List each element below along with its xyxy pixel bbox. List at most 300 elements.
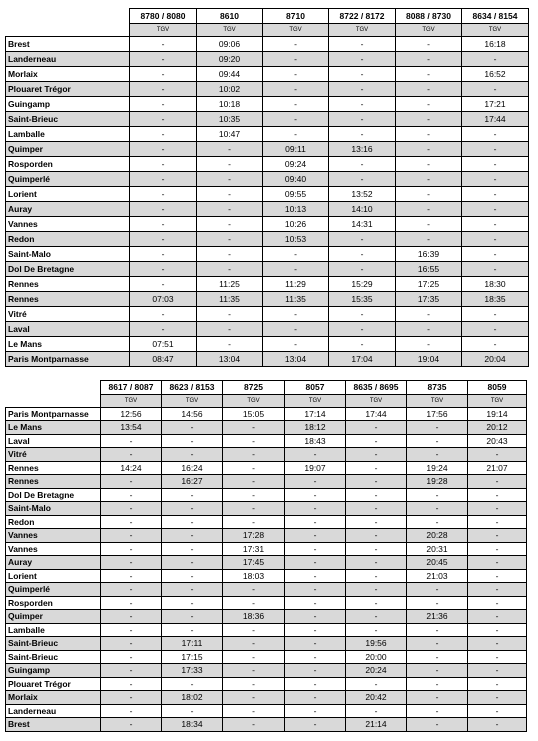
time-cell: - [130, 97, 197, 112]
time-cell: - [223, 421, 285, 435]
time-cell: - [468, 691, 527, 705]
station-name: Quimperlé [6, 583, 101, 597]
time-cell: - [130, 172, 197, 187]
station-name: Rennes [6, 461, 101, 475]
time-cell: - [396, 67, 462, 82]
table-row [6, 97, 529, 112]
time-cell: - [162, 583, 223, 597]
time-cell: - [263, 127, 329, 142]
time-cell: - [407, 421, 468, 435]
train-type-cell: TGV [197, 24, 263, 37]
station-name: Laval [6, 322, 130, 337]
table-row [6, 569, 527, 583]
table-row [6, 556, 527, 570]
time-cell: - [101, 502, 162, 516]
time-cell: - [468, 637, 527, 651]
time-cell: - [130, 307, 197, 322]
time-cell: - [346, 421, 407, 435]
time-cell: - [346, 434, 407, 448]
table-row [6, 677, 527, 691]
time-cell: - [329, 247, 396, 262]
train-type-cell: TGV [462, 24, 529, 37]
time-cell: 20:24 [346, 664, 407, 678]
time-cell: - [396, 172, 462, 187]
table-row [6, 127, 529, 142]
time-cell: - [285, 502, 346, 516]
time-cell: - [223, 596, 285, 610]
time-cell: - [285, 556, 346, 570]
station-name: Landerneau [6, 704, 101, 718]
time-cell: - [285, 718, 346, 732]
time-cell: - [329, 232, 396, 247]
time-cell: 18:34 [162, 718, 223, 732]
time-cell: 15:29 [329, 277, 396, 292]
time-cell: - [101, 650, 162, 664]
time-cell: - [223, 650, 285, 664]
time-cell: - [263, 307, 329, 322]
time-cell: - [101, 596, 162, 610]
time-cell: - [162, 488, 223, 502]
time-cell: 18:12 [285, 421, 346, 435]
time-cell: 18:36 [223, 610, 285, 624]
station-name: Le Mans [6, 337, 130, 352]
time-cell: - [285, 610, 346, 624]
station-name: Saint-Brieuc [6, 650, 101, 664]
time-cell: - [130, 112, 197, 127]
table-row [6, 637, 527, 651]
train-type-cell: TGV [468, 394, 527, 407]
time-cell: - [130, 157, 197, 172]
station-name: Dol De Bretagne [6, 488, 101, 502]
time-cell: - [162, 596, 223, 610]
time-cell: - [407, 637, 468, 651]
time-cell: - [162, 623, 223, 637]
time-cell: - [468, 664, 527, 678]
station-name: Paris Montparnasse [6, 352, 130, 367]
train-number-header: 8623 / 8153 [162, 381, 223, 395]
time-cell: - [462, 322, 529, 337]
time-cell: 19:56 [346, 637, 407, 651]
time-cell: - [130, 322, 197, 337]
time-cell: - [162, 448, 223, 462]
time-cell: - [263, 97, 329, 112]
time-cell: - [285, 637, 346, 651]
time-cell: - [130, 187, 197, 202]
time-cell: - [223, 704, 285, 718]
table-row [6, 82, 529, 97]
time-cell: - [162, 677, 223, 691]
time-cell: - [346, 529, 407, 543]
station-name: Lamballe [6, 127, 130, 142]
time-cell: - [223, 623, 285, 637]
time-cell: - [162, 556, 223, 570]
time-cell: - [197, 142, 263, 157]
time-cell: - [407, 650, 468, 664]
time-cell: - [346, 502, 407, 516]
time-cell: - [396, 187, 462, 202]
time-cell: - [468, 704, 527, 718]
time-cell: - [407, 596, 468, 610]
table-row [6, 262, 529, 277]
time-cell: - [462, 247, 529, 262]
station-name: Saint-Malo [6, 247, 130, 262]
time-cell: - [285, 704, 346, 718]
table-row [6, 307, 529, 322]
train-number-header: 8634 / 8154 [462, 9, 529, 24]
time-cell: 10:35 [197, 112, 263, 127]
time-cell: - [101, 664, 162, 678]
time-cell: - [396, 52, 462, 67]
time-cell: 17:28 [223, 529, 285, 543]
time-cell: - [130, 262, 197, 277]
station-name: Quimper [6, 610, 101, 624]
time-cell: - [162, 434, 223, 448]
time-cell: - [285, 448, 346, 462]
time-cell: 13:16 [329, 142, 396, 157]
time-cell: - [407, 488, 468, 502]
time-cell: - [197, 202, 263, 217]
train-number-header: 8735 [407, 381, 468, 395]
table-row [6, 475, 527, 489]
station-name: Brest [6, 718, 101, 732]
table-row [6, 704, 527, 718]
time-cell: 17:44 [346, 407, 407, 421]
time-cell: - [162, 515, 223, 529]
train-type-cell: TGV [223, 394, 285, 407]
time-cell: - [263, 82, 329, 97]
table-row [6, 52, 529, 67]
time-cell: 19:14 [468, 407, 527, 421]
station-name: Lorient [6, 569, 101, 583]
time-cell: - [329, 127, 396, 142]
time-cell: 12:56 [101, 407, 162, 421]
time-cell: 10:02 [197, 82, 263, 97]
train-type-cell: TGV [407, 394, 468, 407]
train-type-cell: TGV [396, 24, 462, 37]
time-cell: 17:15 [162, 650, 223, 664]
time-cell: - [263, 262, 329, 277]
time-cell: 14:10 [329, 202, 396, 217]
time-cell: - [130, 247, 197, 262]
time-cell: - [462, 127, 529, 142]
train-number-header: 8057 [285, 381, 346, 395]
time-cell: - [223, 461, 285, 475]
time-cell: - [346, 488, 407, 502]
table-row [6, 583, 527, 597]
time-cell: - [462, 217, 529, 232]
time-cell: 17:33 [162, 664, 223, 678]
station-name: Brest [6, 37, 130, 52]
time-cell: - [223, 434, 285, 448]
time-cell: - [468, 515, 527, 529]
station-name: Paris Montparnasse [6, 407, 101, 421]
station-name: Saint-Malo [6, 502, 101, 516]
time-cell: - [329, 82, 396, 97]
time-cell: - [101, 475, 162, 489]
time-cell: - [197, 217, 263, 232]
time-cell: - [396, 97, 462, 112]
time-cell: - [285, 569, 346, 583]
station-name: Vannes [6, 217, 130, 232]
time-cell: - [223, 637, 285, 651]
corner-cell [6, 394, 101, 407]
time-cell: 19:28 [407, 475, 468, 489]
time-cell: 17:56 [407, 407, 468, 421]
time-cell: 10:47 [197, 127, 263, 142]
table-row [6, 488, 527, 502]
table-row [6, 461, 527, 475]
time-cell: - [407, 623, 468, 637]
table-row [6, 37, 529, 52]
time-cell: - [197, 322, 263, 337]
time-cell: 14:31 [329, 217, 396, 232]
time-cell: - [285, 596, 346, 610]
time-cell: - [162, 542, 223, 556]
time-cell: - [223, 664, 285, 678]
time-cell: - [130, 202, 197, 217]
time-cell: - [407, 677, 468, 691]
table-row [6, 172, 529, 187]
time-cell: - [223, 475, 285, 489]
time-cell: 20:31 [407, 542, 468, 556]
timetable-westbound-to-paris [5, 8, 529, 367]
table-row [6, 277, 529, 292]
time-cell: - [223, 502, 285, 516]
time-cell: - [263, 37, 329, 52]
time-cell: 21:07 [468, 461, 527, 475]
time-cell: - [130, 232, 197, 247]
time-cell: - [101, 583, 162, 597]
train-type-cell: TGV [346, 394, 407, 407]
time-cell: - [462, 337, 529, 352]
time-cell: - [468, 556, 527, 570]
station-name: Morlaix [6, 691, 101, 705]
time-cell: - [346, 542, 407, 556]
train-number-header: 8059 [468, 381, 527, 395]
time-cell: - [101, 637, 162, 651]
time-cell: - [346, 569, 407, 583]
station-name: Landerneau [6, 52, 130, 67]
station-name: Plouaret Trégor [6, 82, 130, 97]
time-cell: - [329, 97, 396, 112]
time-cell: 19:04 [396, 352, 462, 367]
time-cell: 20:12 [468, 421, 527, 435]
time-cell: 19:24 [407, 461, 468, 475]
time-cell: 21:36 [407, 610, 468, 624]
time-cell: - [468, 583, 527, 597]
time-cell: 16:27 [162, 475, 223, 489]
time-cell: - [162, 529, 223, 543]
time-cell: - [130, 142, 197, 157]
table-row [6, 352, 529, 367]
time-cell: 18:35 [462, 292, 529, 307]
time-cell: - [285, 691, 346, 705]
station-name: Guingamp [6, 664, 101, 678]
time-cell: 17:35 [396, 292, 462, 307]
table-row [6, 718, 527, 732]
time-cell: - [468, 596, 527, 610]
train-number-header: 8725 [223, 381, 285, 395]
time-cell: 11:35 [197, 292, 263, 307]
time-cell: - [101, 529, 162, 543]
time-cell: - [346, 475, 407, 489]
time-cell: - [263, 322, 329, 337]
time-cell: 18:43 [285, 434, 346, 448]
table-row [6, 434, 527, 448]
time-cell: - [101, 556, 162, 570]
station-name: Vannes [6, 542, 101, 556]
time-cell: - [462, 157, 529, 172]
time-cell: 20:00 [346, 650, 407, 664]
train-number-header: 8710 [263, 9, 329, 24]
time-cell: - [263, 52, 329, 67]
time-cell: 20:04 [462, 352, 529, 367]
time-cell: 09:06 [197, 37, 263, 52]
time-cell: 21:03 [407, 569, 468, 583]
time-cell: - [101, 542, 162, 556]
station-name: Rosporden [6, 596, 101, 610]
time-cell: - [329, 337, 396, 352]
time-cell: - [407, 718, 468, 732]
time-cell: - [346, 704, 407, 718]
time-cell: - [407, 448, 468, 462]
time-cell: - [197, 307, 263, 322]
time-cell: - [462, 52, 529, 67]
time-cell: 18:30 [462, 277, 529, 292]
train-number-header: 8088 / 8730 [396, 9, 462, 24]
time-cell: - [396, 202, 462, 217]
time-cell: - [263, 112, 329, 127]
table-row [6, 596, 527, 610]
station-name: Redon [6, 232, 130, 247]
time-cell: - [162, 610, 223, 624]
time-cell: 15:05 [223, 407, 285, 421]
time-cell: - [346, 448, 407, 462]
time-cell: - [101, 515, 162, 529]
station-name: Saint-Brieuc [6, 112, 130, 127]
time-cell: 07:51 [130, 337, 197, 352]
time-cell: - [346, 556, 407, 570]
time-cell: - [197, 337, 263, 352]
time-cell: - [396, 82, 462, 97]
time-cell: - [346, 515, 407, 529]
time-cell: 20:28 [407, 529, 468, 543]
time-cell: - [329, 307, 396, 322]
time-cell: - [285, 515, 346, 529]
station-name: Lorient [6, 187, 130, 202]
time-cell: - [285, 623, 346, 637]
time-cell: 17:25 [396, 277, 462, 292]
time-cell: - [101, 677, 162, 691]
time-cell: - [468, 623, 527, 637]
time-cell: - [407, 704, 468, 718]
time-cell: 17:11 [162, 637, 223, 651]
station-name: Guingamp [6, 97, 130, 112]
time-cell: - [197, 262, 263, 277]
time-cell: - [130, 37, 197, 52]
time-cell: - [162, 569, 223, 583]
time-cell: 11:25 [197, 277, 263, 292]
time-cell: - [407, 434, 468, 448]
time-cell: - [346, 610, 407, 624]
time-cell: - [197, 187, 263, 202]
time-cell: - [285, 677, 346, 691]
station-name: Quimper [6, 142, 130, 157]
table-row [6, 67, 529, 82]
time-cell: - [223, 488, 285, 502]
time-cell: - [396, 142, 462, 157]
time-cell: - [101, 569, 162, 583]
corner-cell [6, 24, 130, 37]
time-cell: - [346, 596, 407, 610]
time-cell: - [396, 232, 462, 247]
table-row [6, 421, 527, 435]
time-cell: - [407, 664, 468, 678]
time-cell: - [396, 322, 462, 337]
time-cell: 09:40 [263, 172, 329, 187]
station-name: Rennes [6, 277, 130, 292]
table-row [6, 337, 529, 352]
time-cell: 19:07 [285, 461, 346, 475]
station-name: Auray [6, 202, 130, 217]
time-cell: - [396, 337, 462, 352]
time-cell: 10:13 [263, 202, 329, 217]
time-cell: 17:04 [329, 352, 396, 367]
time-cell: - [407, 691, 468, 705]
time-cell: - [468, 542, 527, 556]
time-cell: - [468, 569, 527, 583]
time-cell: - [407, 515, 468, 529]
table-row [6, 322, 529, 337]
time-cell: - [130, 217, 197, 232]
time-cell: - [130, 67, 197, 82]
station-name: Rennes [6, 292, 130, 307]
table-row [6, 187, 529, 202]
time-cell: 16:18 [462, 37, 529, 52]
time-cell: - [197, 157, 263, 172]
table-row [6, 691, 527, 705]
time-cell: - [396, 112, 462, 127]
time-cell: - [223, 691, 285, 705]
time-cell: 09:20 [197, 52, 263, 67]
time-cell: - [468, 529, 527, 543]
corner-cell [6, 9, 130, 24]
station-name: Rennes [6, 475, 101, 489]
time-cell: 09:44 [197, 67, 263, 82]
train-number-header: 8635 / 8695 [346, 381, 407, 395]
station-name: Quimperlé [6, 172, 130, 187]
table-row [6, 664, 527, 678]
time-cell: 16:52 [462, 67, 529, 82]
time-cell: - [285, 475, 346, 489]
time-cell: - [329, 262, 396, 277]
time-cell: 09:11 [263, 142, 329, 157]
time-cell: - [346, 677, 407, 691]
time-cell: - [462, 172, 529, 187]
time-cell: - [462, 187, 529, 202]
time-cell: 16:55 [396, 262, 462, 277]
station-name: Laval [6, 434, 101, 448]
corner-cell [6, 381, 101, 395]
time-cell: - [197, 232, 263, 247]
time-cell: - [101, 691, 162, 705]
time-cell: - [468, 677, 527, 691]
time-cell: - [223, 515, 285, 529]
time-cell: 18:02 [162, 691, 223, 705]
table-row [6, 142, 529, 157]
time-cell: - [130, 277, 197, 292]
train-type-cell: TGV [130, 24, 197, 37]
